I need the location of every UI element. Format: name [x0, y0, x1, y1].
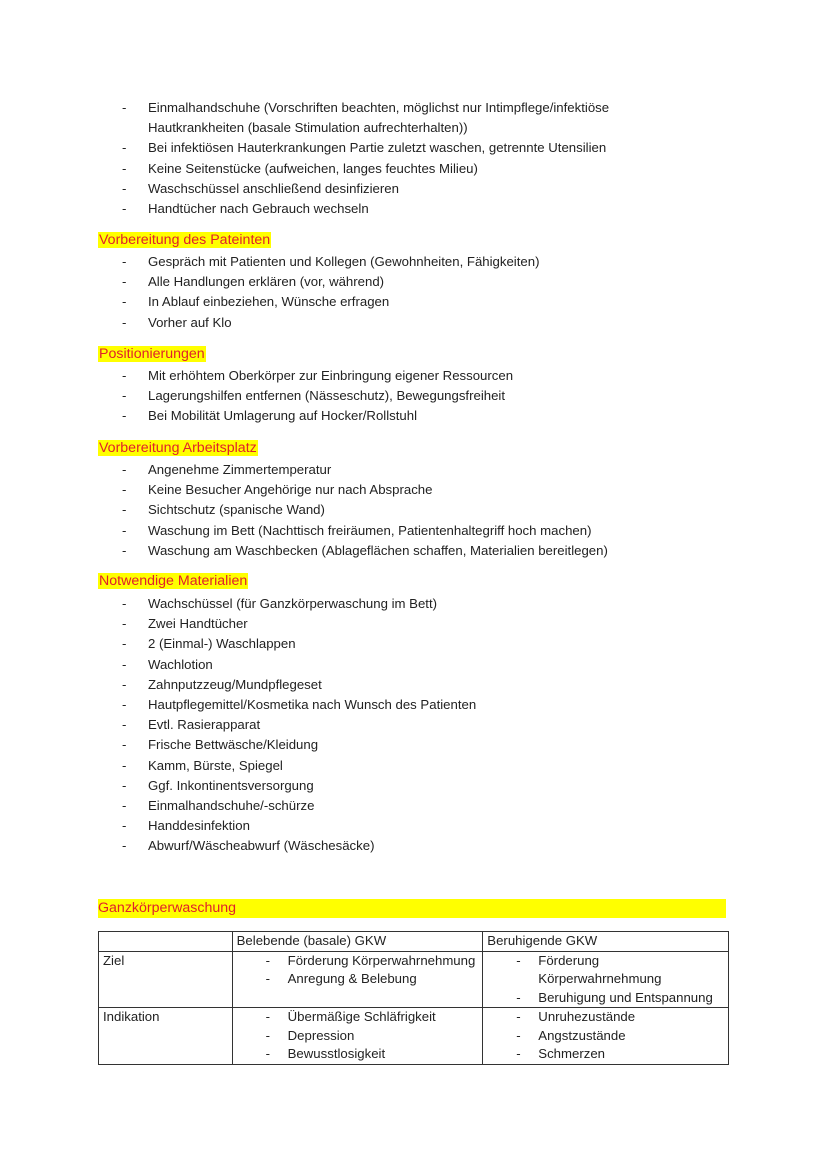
list-item-text: Anregung & Belebung: [287, 971, 417, 986]
list-item: [487, 1008, 724, 1027]
list-item-text: Abwurf/Wäscheabwurf (Wäschesäcke): [148, 838, 375, 854]
list-item-text: Ggf. Inkontinentsversorgung: [148, 777, 314, 793]
list-item: [120, 836, 708, 856]
dash-bullet: -: [122, 502, 127, 518]
dash-bullet: -: [122, 100, 127, 115]
dash-bullet: -: [122, 596, 127, 611]
list-item: [237, 970, 479, 989]
list-item: [120, 460, 708, 480]
dash-bullet: -: [122, 201, 127, 217]
list-item: [120, 179, 708, 199]
cell-list: [487, 952, 724, 1008]
list-item-text: Einmalhandschuhe (Vorschriften beachten, möglichst nur Intimpflege/infektiöse Hautkrankheiten (basale Stimulation aufrechterhalten)): [148, 100, 613, 136]
list-item-text: Zahnputzzeug/Mundpflegeset: [148, 676, 322, 692]
list-item: [120, 199, 708, 219]
dash-bullet: -: [122, 294, 127, 310]
list-item: [120, 406, 708, 426]
list-item-text: 2 (Einmal-) Waschlappen: [148, 636, 296, 652]
list-item-text: Gespräch mit Patienten und Kollegen (Gewohnheiten, Fähigkeiten): [148, 254, 540, 269]
list-item: [120, 292, 708, 312]
dash-bullet: -: [516, 1009, 521, 1024]
dash-bullet: -: [122, 616, 127, 632]
table-row: [99, 951, 729, 1008]
list-item: [120, 500, 708, 520]
list-item-text: Depression: [287, 1027, 355, 1043]
list-item: [120, 816, 708, 836]
dash-bullet: -: [122, 798, 127, 814]
list-item-text: Waschschüssel anschließend desinfizieren: [148, 180, 399, 196]
dash-bullet: -: [122, 717, 127, 733]
dash-bullet: -: [122, 636, 127, 652]
table-header-empty: [99, 932, 233, 952]
list-item: [120, 634, 708, 654]
dash-bullet: -: [516, 989, 521, 1005]
dash-bullet: -: [122, 140, 127, 156]
list-item-text: Waschung im Bett (Nachttisch freiräumen, Patientenhaltegriff hoch machen): [148, 522, 592, 538]
list-item-text: Beruhigung und Entspannung: [538, 989, 713, 1005]
list-item: [487, 1045, 724, 1064]
list-item: [120, 695, 708, 715]
list-item: [120, 675, 708, 695]
list-item: [120, 159, 708, 179]
table-header-belebend: Belebende (basale) GKW: [232, 932, 483, 952]
list-item: [237, 1008, 479, 1027]
dash-bullet: -: [516, 1046, 521, 1061]
list-item-text: Förderung Körperwahrnehmung: [538, 952, 662, 986]
list-item-text: Unruhezustände: [538, 1009, 636, 1024]
dash-bullet: -: [122, 777, 127, 793]
table-header-row: [99, 932, 729, 952]
list-item: [487, 989, 724, 1008]
table-cell: [232, 1008, 483, 1065]
dash-bullet: -: [516, 1027, 521, 1043]
list-item-text: Schmerzen: [538, 1046, 605, 1061]
dash-bullet: -: [122, 368, 127, 383]
dash-bullet: -: [265, 1009, 271, 1024]
list-item-text: Sichtschutz (spanische Wand): [148, 502, 325, 518]
list-item-text: Alle Handlungen erklären (vor, während): [148, 274, 385, 290]
list-item: [120, 521, 708, 541]
list-item: [120, 776, 708, 796]
table-cell: [483, 951, 729, 1008]
list-item: [120, 252, 708, 272]
list-item: [120, 655, 708, 675]
dash-bullet: -: [122, 838, 127, 854]
table-header-beruhigend: Beruhigende GKW: [483, 932, 729, 952]
intro-list: [120, 98, 708, 219]
dash-bullet: -: [122, 737, 127, 753]
list-item-text: Waschung am Waschbecken (Ablageflächen schaffen, Materialien bereitlegen): [148, 542, 608, 558]
list-item-text: Angstzustände: [538, 1027, 626, 1043]
list-item-text: Wachschüssel (für Ganzkörperwaschung im Bett): [148, 596, 438, 611]
list-item: [487, 952, 724, 989]
list-item: [120, 386, 708, 406]
positioning-list: [120, 366, 708, 427]
list-item: [120, 796, 708, 816]
dash-bullet: -: [122, 542, 127, 558]
list-item: [487, 1027, 724, 1046]
list-item-text: In Ablauf einbeziehen, Wünsche erfragen: [148, 294, 390, 310]
materials-list: [120, 594, 708, 857]
list-item-text: Förderung Körperwahrnehmung: [287, 952, 476, 968]
list-item-text: Keine Besucher Angehörige nur nach Absprache: [148, 482, 433, 498]
list-item-text: Evtl. Rasierapparat: [148, 717, 261, 733]
list-item: [120, 614, 708, 634]
list-item-text: Handdesinfektion: [148, 818, 250, 834]
list-item: [120, 98, 708, 138]
dash-bullet: -: [122, 676, 127, 692]
dash-bullet: -: [265, 1027, 271, 1043]
cell-list: [237, 1008, 479, 1064]
gkw-table: [98, 931, 729, 1065]
list-item-text: Mit erhöhtem Oberkörper zur Einbringung eigener Ressourcen: [148, 368, 514, 383]
workplace-list: [120, 460, 708, 561]
list-item-text: Bei infektiösen Hauterkrankungen Partie zuletzt waschen, getrennte Utensilien: [148, 140, 607, 156]
dash-bullet: -: [122, 408, 127, 424]
list-item-text: Frische Bettwäsche/Kleidung: [148, 737, 319, 753]
list-item-text: Handtücher nach Gebrauch wechseln: [148, 201, 369, 217]
list-item-text: Zwei Handtücher: [148, 616, 248, 632]
section-heading-workplace: Vorbereitung Arbeitsplatz: [99, 440, 257, 456]
table-cell: [483, 1008, 729, 1065]
list-item-text: Hautpflegemittel/Kosmetika nach Wunsch des Patienten: [148, 697, 477, 713]
list-item-text: Einmalhandschuhe/-schürze: [148, 798, 315, 814]
list-item-text: Vorher auf Klo: [148, 314, 232, 330]
dash-bullet: -: [122, 180, 127, 196]
section-heading-materials: Notwendige Materialien: [99, 573, 248, 589]
list-item: [120, 594, 708, 614]
dash-bullet: -: [122, 160, 127, 176]
dash-bullet: -: [122, 388, 127, 404]
list-item-text: Bei Mobilität Umlagerung auf Hocker/Rollstuhl: [148, 408, 417, 424]
section-heading-gkw: Ganzkörperwaschung: [98, 899, 726, 918]
dash-bullet: -: [122, 522, 127, 538]
dash-bullet: -: [122, 818, 127, 834]
dash-bullet: -: [122, 757, 127, 773]
dash-bullet: -: [122, 254, 127, 269]
list-item-text: Angenehme Zimmertemperatur: [148, 462, 332, 477]
row-label: Indikation: [99, 1008, 233, 1065]
dash-bullet: -: [265, 1046, 271, 1061]
table-cell: [232, 951, 483, 1008]
list-item: [237, 1045, 479, 1064]
dash-bullet: -: [122, 697, 127, 713]
list-item: [120, 366, 708, 386]
patient-prep-list: [120, 252, 708, 333]
dash-bullet: -: [122, 314, 127, 330]
list-item: [120, 138, 708, 158]
dash-bullet: -: [122, 274, 127, 290]
list-item-text: Kamm, Bürste, Spiegel: [148, 757, 283, 773]
dash-bullet: -: [122, 482, 127, 498]
list-item: [120, 541, 708, 561]
list-item: [120, 480, 708, 500]
list-item: [120, 313, 708, 333]
cell-list: [237, 952, 479, 989]
list-item: [237, 952, 479, 971]
list-item: [120, 715, 708, 735]
dash-bullet: -: [122, 462, 127, 477]
row-label: Ziel: [99, 951, 233, 1008]
list-item-text: Bewusstlosigkeit: [287, 1046, 386, 1061]
section-heading-patient: Vorbereitung des Pateinten: [99, 232, 271, 248]
dash-bullet: -: [265, 952, 271, 968]
list-item: [120, 735, 708, 755]
list-item-text: Keine Seitenstücke (aufweichen, langes feuchtes Milieu): [148, 160, 478, 176]
dash-bullet: -: [265, 971, 271, 986]
list-item-text: Übermäßige Schläfrigkeit: [287, 1009, 436, 1024]
list-item: [237, 1027, 479, 1046]
section-heading-positioning: Positionierungen: [99, 346, 205, 362]
cell-list: [487, 1008, 724, 1064]
list-item-text: Lagerungshilfen entfernen (Nässeschutz), Bewegungsfreiheit: [148, 388, 506, 404]
list-item-text: Wachlotion: [148, 656, 213, 672]
dash-bullet: -: [122, 656, 127, 672]
list-item: [120, 756, 708, 776]
dash-bullet: -: [516, 952, 521, 968]
table-row: [99, 1008, 729, 1065]
list-item: [120, 272, 708, 292]
